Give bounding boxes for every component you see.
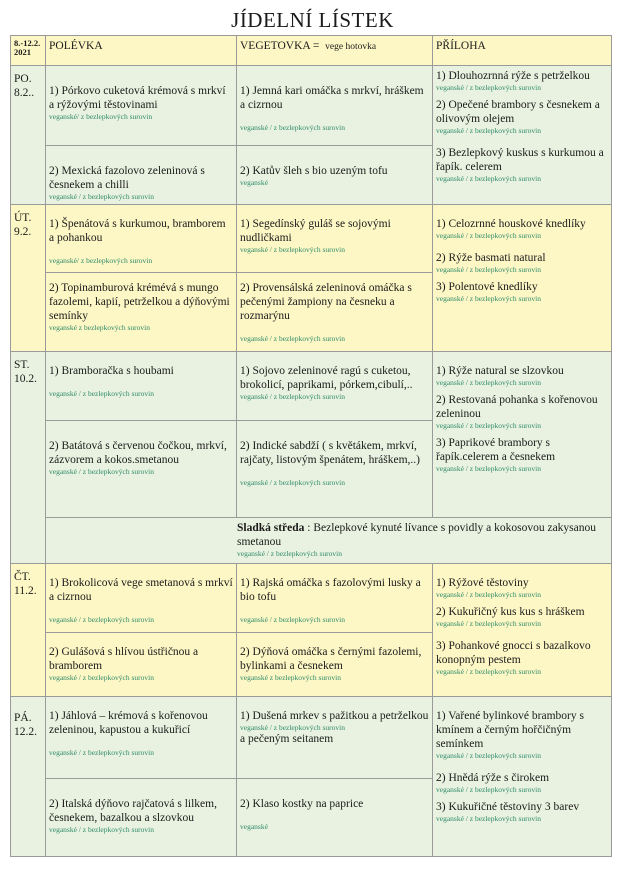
header-side: PŘÍLOHA bbox=[433, 36, 612, 66]
diet-note: veganské / z bezlepkových surovin bbox=[436, 421, 541, 430]
dish-name: 1) Pórkovo cuketová krémová s mrkví a rýžovými těstovinami bbox=[49, 85, 226, 111]
diet-note: veganské / z bezlepkových surovin bbox=[436, 83, 541, 92]
dish-name: 1) Brokolicová vege smetanová s mrkví a cizrnou bbox=[49, 577, 233, 603]
table-row bbox=[11, 564, 612, 633]
diet-note: veganské / z bezlepkových surovin bbox=[49, 467, 154, 476]
dish-name-extra: a pečeným seitanem bbox=[240, 733, 334, 745]
diet-note: veganské / z bezlepkových surovin bbox=[240, 615, 345, 624]
diet-note: veganské / z bezlepkových surovin bbox=[436, 619, 541, 628]
diet-note: veganské / z bezlepkových surovin bbox=[49, 389, 154, 398]
diet-note: veganské/ z bezlepkových surovin bbox=[49, 256, 153, 265]
sweet-title: Sladká středa bbox=[237, 522, 305, 534]
side-cell bbox=[433, 352, 612, 518]
day-label: PÁ. bbox=[14, 712, 32, 724]
dish-name: 2) Klaso kostky na paprice bbox=[240, 798, 364, 810]
dish-name: 2) Dýňová omáčka s černými fazolemi, bylinkami a česnekem bbox=[240, 646, 422, 672]
table-row bbox=[11, 352, 612, 421]
dish-name: 1) Rýžové těstoviny bbox=[436, 577, 529, 589]
day-label: ČT. bbox=[14, 571, 31, 583]
diet-note: veganské bbox=[240, 178, 268, 187]
dish-name: 1) Dušená mrkev s pažitkou a petrželkou bbox=[240, 710, 429, 722]
side-cell bbox=[433, 66, 612, 205]
veg-cell bbox=[237, 697, 433, 779]
veg-cell bbox=[237, 352, 433, 421]
day-label: PO. bbox=[14, 73, 32, 85]
day-date: 8.2.. bbox=[14, 87, 35, 99]
dish-name: 2) Rýže basmati natural bbox=[436, 252, 546, 264]
diet-note: veganské z bezlepkových surovin bbox=[240, 673, 342, 682]
diet-note: veganské / z bezlepkových surovin bbox=[49, 615, 154, 624]
dish-name: 1) Rajská omáčka s fazolovými lusky a bio tofu bbox=[240, 577, 421, 603]
diet-note: veganské / z bezlepkových surovin bbox=[240, 334, 345, 343]
diet-note: veganské z bezlepkových surovin bbox=[49, 323, 151, 332]
dish-name: 2) Hnědá rýže s čirokem bbox=[436, 772, 550, 784]
dish-name: 3) Pohankové gnocci s bazalkovo konopným pestem bbox=[436, 640, 591, 666]
diet-note: veganské / z bezlepkových surovin bbox=[436, 667, 541, 676]
soup-cell bbox=[46, 66, 237, 146]
veg-cell bbox=[237, 273, 433, 352]
header-veg-note: vege hotovka bbox=[325, 42, 377, 52]
diet-note: veganské / z bezlepkových surovin bbox=[436, 126, 541, 135]
day-date: 11.2. bbox=[14, 585, 37, 597]
side-cell bbox=[433, 564, 612, 697]
soup-cell bbox=[46, 352, 237, 421]
spacer bbox=[49, 245, 233, 256]
year: 2021 bbox=[14, 47, 31, 57]
soup-cell bbox=[46, 633, 237, 697]
dish-name: 2) Topinamburová krémévá s mungo fazolemi, kapií, petrželkou a dýňovými semínky bbox=[49, 282, 230, 322]
dish-name: 1) Vařené bylinkové brambory s kmínem a černým hořčičným semínkem bbox=[436, 710, 584, 750]
diet-note: veganské / z bezlepkových surovin bbox=[49, 748, 154, 757]
spacer bbox=[436, 240, 608, 251]
soup-cell bbox=[46, 146, 237, 205]
diet-note: veganské bbox=[240, 822, 268, 831]
veg-cell bbox=[237, 633, 433, 697]
spacer bbox=[240, 811, 429, 822]
diet-note: veganské / z bezlepkových surovin bbox=[436, 294, 541, 303]
soup-cell bbox=[46, 205, 237, 273]
side-cell bbox=[433, 697, 612, 857]
diet-note: veganské / z bezlepkových surovin bbox=[436, 231, 541, 240]
menu-table bbox=[10, 35, 612, 857]
day-label: ST. bbox=[14, 359, 30, 371]
table-row bbox=[11, 518, 612, 564]
table-row bbox=[11, 697, 612, 779]
page-title: JÍDELNÍ LÍSTEK bbox=[231, 8, 394, 32]
dish-name: 3) Bezlepkový kuskus s kurkumou a řapík. celerem bbox=[436, 147, 604, 173]
spacer bbox=[49, 737, 233, 748]
veg-cell bbox=[237, 205, 433, 273]
diet-note: veganské/ z bezlepkových surovin bbox=[49, 112, 153, 121]
day-date: 10.2. bbox=[14, 373, 37, 385]
soup-cell bbox=[46, 273, 237, 352]
header-soup: POLÉVKA bbox=[46, 36, 237, 66]
diet-note: veganské / z bezlepkových surovin bbox=[240, 245, 345, 254]
soup-cell bbox=[46, 779, 237, 857]
diet-note: veganské / z bezlepkových surovin bbox=[436, 265, 541, 274]
dish-name: 3) Paprikové brambory s řapík.celerem a česnekem bbox=[436, 437, 556, 463]
spacer bbox=[49, 604, 233, 615]
day-date: 12.2. bbox=[14, 726, 37, 738]
diet-note: veganské / z bezlepkových surovin bbox=[436, 378, 541, 387]
dish-name: 1) Rýže natural se slzovkou bbox=[436, 365, 564, 377]
spacer bbox=[436, 760, 608, 771]
spacer bbox=[240, 604, 429, 615]
dish-name: 2) Italská dýňovo rajčatová s lilkem, česnekem, bazalkou a slzovkou bbox=[49, 798, 217, 824]
day-cell-wed bbox=[11, 352, 46, 564]
header-row bbox=[11, 36, 612, 66]
diet-note: veganské / z bezlepkových surovin bbox=[237, 549, 342, 558]
day-label: ÚT. bbox=[14, 212, 32, 224]
diet-note: veganské / z bezlepkových surovin bbox=[240, 723, 345, 732]
diet-note: veganské / z bezlepkových surovin bbox=[436, 464, 541, 473]
spacer bbox=[49, 378, 233, 389]
veg-cell bbox=[237, 66, 433, 146]
dish-name: 2) Katův šleh s bio uzeným tofu bbox=[240, 165, 388, 177]
dish-name: 1) Segedínský guláš se sojovými nudličkami bbox=[240, 218, 391, 244]
sweet-wednesday-cell bbox=[46, 518, 612, 564]
spacer bbox=[436, 628, 608, 639]
dish-name: 2) Kukuřičný kus kus s hráškem bbox=[436, 606, 585, 618]
spacer bbox=[240, 467, 429, 478]
dish-name: 1) Špenátová s kurkumou, bramborem a pohankou bbox=[49, 218, 226, 244]
table-row bbox=[11, 66, 612, 146]
diet-note: veganské / z bezlepkových surovin bbox=[436, 590, 541, 599]
diet-note: veganské / z bezlepkových surovin bbox=[436, 751, 541, 760]
dish-name: 1) Sojovo zeleninové ragú s cuketou, brokolicí, paprikami, pórkem,cibulí,.. bbox=[240, 365, 413, 391]
diet-note: veganské / z bezlepkových surovin bbox=[49, 825, 154, 834]
diet-note: veganské / z bezlepkových surovin bbox=[436, 814, 541, 823]
dish-name: 2) Opečené brambory s česnekem a olivovým olejem bbox=[436, 99, 600, 125]
table-row bbox=[11, 205, 612, 273]
dish-name: 1) Jemná kari omáčka s mrkví, hráškem a cizrnou bbox=[240, 85, 424, 111]
day-date: 9.2. bbox=[14, 226, 32, 238]
sweet-wednesday bbox=[237, 521, 602, 558]
diet-note: veganské / z bezlepkových surovin bbox=[436, 785, 541, 794]
date-range: 8.-12.2. bbox=[14, 38, 41, 48]
spacer bbox=[240, 323, 429, 334]
dish-name: 2) Indické sabdží ( s květákem, mrkví, rajčaty, listovým špenátem, hráškem,..) bbox=[240, 440, 421, 466]
day-cell-tue bbox=[11, 205, 46, 352]
dish-name: 2) Mexická fazolovo zeleninová s česnekem a chilli bbox=[49, 165, 205, 191]
diet-note: veganské / z bezlepkových surovin bbox=[49, 673, 154, 682]
dish-name: 2) Batátová s červenou čočkou, mrkví, zázvorem a kokos.smetanou bbox=[49, 440, 227, 466]
header-veg bbox=[237, 36, 433, 66]
veg-cell bbox=[237, 564, 433, 633]
diet-note: veganské / z bezlepkových surovin bbox=[240, 478, 345, 487]
diet-note: veganské / z bezlepkových surovin bbox=[436, 174, 541, 183]
dish-name: 3) Kukuřičné těstoviny 3 barev bbox=[436, 801, 580, 813]
side-cell bbox=[433, 205, 612, 352]
dish-name: 2) Restovaná pohanka s kořenovou zeleninou bbox=[436, 394, 598, 420]
day-cell-mon bbox=[11, 66, 46, 205]
veg-cell bbox=[237, 779, 433, 857]
soup-cell bbox=[46, 697, 237, 779]
day-cell-thu bbox=[11, 564, 46, 697]
sweet-text: : Bezlepkové kynuté lívance s povidly a kokosovou zakysanou smetanou bbox=[237, 522, 597, 548]
dish-name: 2) Provensálská zeleninová omáčka s pečenými žampiony na česneku a rozmarýnu bbox=[240, 282, 412, 322]
dish-name: 1) Celozrnné houskové knedlíky bbox=[436, 218, 586, 230]
dish-name: 2) Gulášová s hlívou ústřičnou a bramborem bbox=[49, 646, 199, 672]
diet-note: veganské / z bezlepkových surovin bbox=[240, 392, 345, 401]
header-veg-label: VEGETOVKA = bbox=[240, 40, 320, 52]
veg-cell bbox=[237, 421, 433, 518]
diet-note: veganské / z bezlepkových surovin bbox=[240, 123, 345, 132]
spacer bbox=[240, 112, 429, 123]
dish-name: 1) Jáhlová – krémová s kořenovou zeleninou, kapustou a kukuřicí bbox=[49, 710, 208, 736]
diet-note: veganské / z bezlepkových surovin bbox=[49, 192, 154, 201]
spacer bbox=[436, 135, 608, 146]
dish-name: 3) Polentové knedlíky bbox=[436, 281, 538, 293]
day-cell-fri bbox=[11, 697, 46, 857]
dish-name: 1) Bramboračka s houbami bbox=[49, 365, 174, 377]
veg-cell bbox=[237, 146, 433, 205]
header-date bbox=[11, 36, 46, 66]
dish-name: 1) Dlouhozrnná rýže s petrželkou bbox=[436, 70, 590, 82]
soup-cell bbox=[46, 421, 237, 518]
soup-cell bbox=[46, 564, 237, 633]
